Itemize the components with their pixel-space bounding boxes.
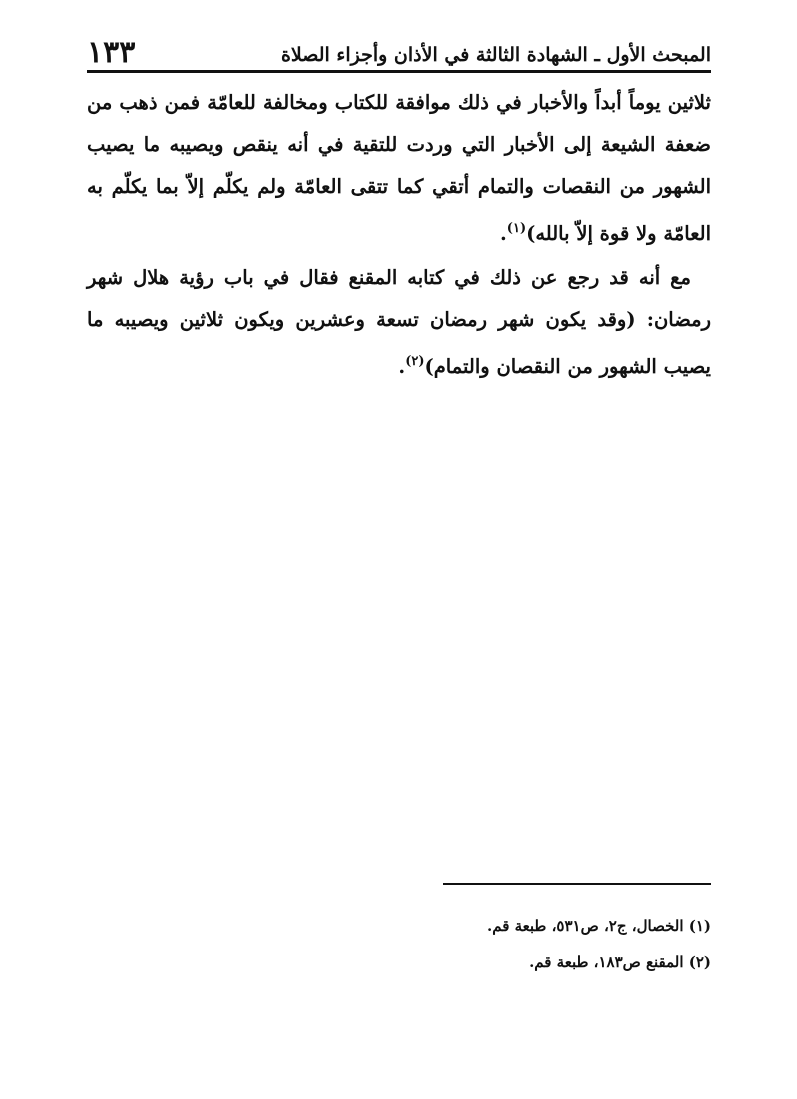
page-number: ١٣٣ — [87, 35, 136, 70]
main-text — [87, 82, 711, 388]
paragraph-1-end: . — [500, 222, 507, 245]
running-header — [87, 30, 711, 70]
footnote-1: (١) الخصال، ج٢، ص٥٣١، طبعة قم. — [487, 917, 711, 935]
paragraph-2-end: . — [398, 355, 406, 378]
header-rule — [87, 70, 711, 73]
footnote-2: (٢) المقنع ص١٨٣، طبعة قم. — [529, 953, 711, 971]
footnote-separator — [443, 883, 711, 885]
paragraph-1-text: ثلاثين يوماً أبداً والأخبار في ذلك موافقة للكتاب ومخالفة للعامّة فمن ذهب من ضعفة الشيعة إلى الأخبار التي وردت للتقية في أنه ينقص ويصيبه ما يصيب الشهور من النقصات والتمام أتقي كما تتقى العامّة ولم يكلّم إلاّ بما يكلّم به العامّة ولا قوة إلاّ بالله) — [87, 91, 711, 245]
footnote-ref-1: (١) — [506, 221, 527, 236]
footnote-ref-2: (٢) — [405, 354, 425, 369]
paragraph-1 — [87, 82, 711, 255]
chapter-title: المبحث الأول ـ الشهادة الثالثة في الأذان وأجزاء الصلاة — [280, 44, 711, 66]
paragraph-2-text: مع أنه قد رجع عن ذلك في كتابه المقنع فقال في باب رؤية هلال شهر رمضان: (وقد يكون شهر رمضان تسعة وعشرين ويكون ثلاثين ويصيبه ما يصيب الشهور من النقصان والتمام) — [87, 266, 711, 378]
paragraph-2 — [87, 257, 711, 388]
book-page — [87, 30, 711, 1070]
footnotes — [87, 908, 711, 980]
